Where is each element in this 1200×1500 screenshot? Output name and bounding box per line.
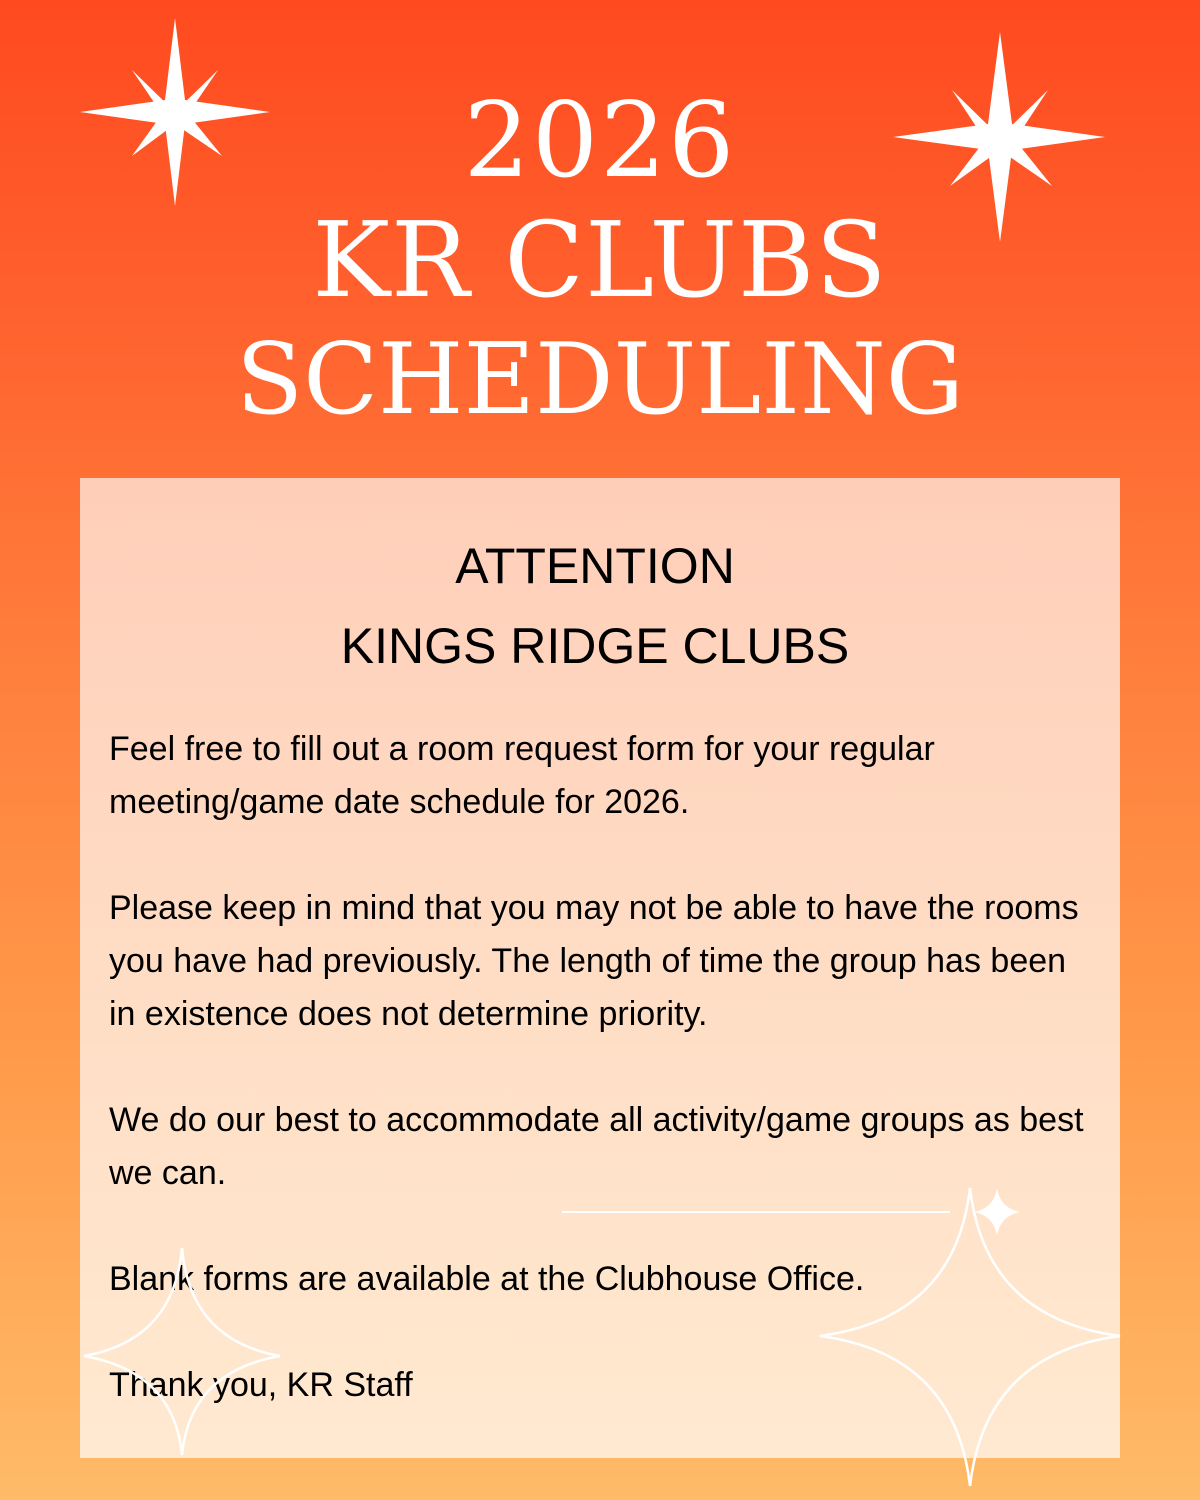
poster-title [0,80,1200,440]
paragraph-blank-forms: Blank forms are available at the Clubhouse Office. [109,1260,865,1298]
notice-heading [80,526,1120,686]
paragraph-room-request: Feel free to fill out a room request form for your regular meeting/game date schedule for 2026. [109,730,935,821]
paragraph-accommodate: We do our best to accommodate all activity/game groups as best we can. [109,1101,1084,1192]
signoff: Thank you, KR Staff [109,1366,413,1404]
title-kr-clubs: KR CLUBS [312,199,888,321]
notice-panel [80,478,1120,1458]
title-scheduling: SCHEDULING [235,323,965,437]
heading-kings-ridge-clubs: KINGS RIDGE CLUBS [340,618,850,674]
title-year: 2026 [463,79,737,201]
paragraph-room-priority: Please keep in mind that you may not be able to have the rooms you have had previously. The length of time the group has been in existence does not determine priority. [109,889,1079,1033]
heading-attention: ATTENTION [455,538,735,594]
